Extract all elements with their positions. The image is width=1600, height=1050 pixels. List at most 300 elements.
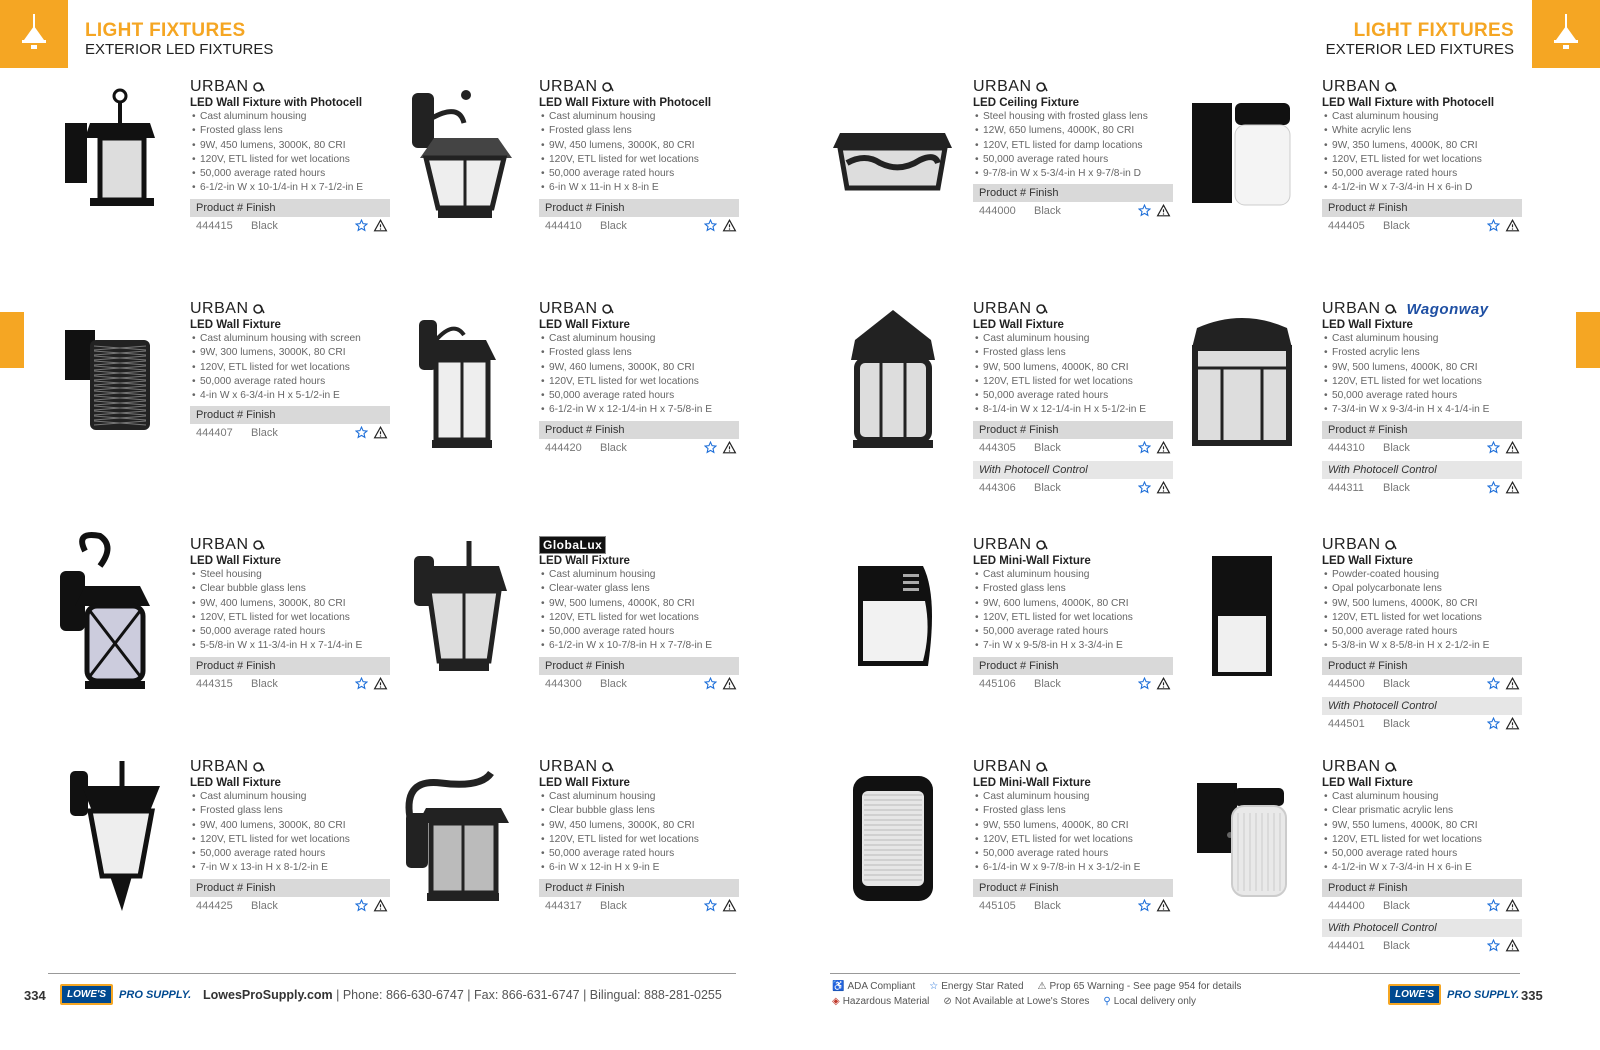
warning-icon <box>1156 481 1171 494</box>
spec-item: • 9W, 400 lumens, 3000K, 80 CRI <box>190 819 390 833</box>
brand-logo <box>973 758 1173 776</box>
section-tab-right <box>1532 0 1600 68</box>
spec-item: • 50,000 average rated hours <box>1322 389 1522 403</box>
spec-item: • Frosted acrylic lens <box>1322 346 1522 360</box>
icon-legend <box>832 979 1282 1009</box>
row-icons <box>355 219 388 232</box>
spec-item: • 50,000 average rated hours <box>1322 847 1522 861</box>
energy-star-icon <box>355 899 368 912</box>
product-card <box>47 78 392 298</box>
energy-star-icon <box>1138 677 1151 690</box>
spec-item: • 7-in W x 13-in H x 8-1/2-in E <box>190 861 390 875</box>
spec-item: • 50,000 average rated hours <box>539 389 739 403</box>
product-finish: Black <box>600 441 627 454</box>
spec-item: • 9W, 500 lumens, 4000K, 80 CRI <box>1322 361 1522 375</box>
warning-icon <box>1505 219 1520 232</box>
row-icons <box>1487 441 1520 454</box>
urban-logo: URBAN <box>190 758 249 775</box>
spec-item: • 5-5/8-in W x 11-3/4-in H x 7-1/4-in E <box>190 639 390 653</box>
product-number: 445105 <box>979 899 1016 912</box>
section-title: LIGHT FIXTURES <box>85 20 246 41</box>
spec-item: • Clear bubble glass lens <box>539 804 739 818</box>
warning-icon <box>373 219 388 232</box>
section-subtitle: EXTERIOR LED FIXTURES <box>85 41 274 58</box>
spec-item: • 9W, 400 lumens, 3000K, 80 CRI <box>190 597 390 611</box>
product-row <box>1322 715 1522 734</box>
product-row <box>1322 439 1522 458</box>
urban-logo: URBAN <box>539 300 598 317</box>
spec-item: • 9W, 600 lumens, 4000K, 80 CRI <box>973 597 1173 611</box>
legend-ada: ♿ ADA Compliant <box>832 981 916 992</box>
product-table-header: Product # Finish <box>539 199 739 217</box>
section-subtitle: EXTERIOR LED FIXTURES <box>1325 41 1514 58</box>
urban-logo: URBAN <box>190 536 249 553</box>
spec-item: • Powder-coated housing <box>1322 568 1522 582</box>
spec-item: • 9W, 450 lumens, 3000K, 80 CRI <box>539 139 739 153</box>
spec-item: • 120V, ETL listed for wet locations <box>973 833 1173 847</box>
product-table-header: Product # Finish <box>539 421 739 439</box>
photocell-table-header: With Photocell Control <box>1322 461 1522 479</box>
product-image <box>396 300 521 460</box>
side-tab-right <box>1576 312 1600 368</box>
product-finish: Black <box>1034 899 1061 912</box>
spec-item: • 9W, 500 lumens, 4000K, 80 CRI <box>973 361 1173 375</box>
spec-item: • 120V, ETL listed for wet locations <box>190 361 390 375</box>
product-info <box>190 78 390 236</box>
energy-star-icon <box>1138 204 1151 217</box>
product-number: 444407 <box>196 427 233 440</box>
spec-item: • 120V, ETL listed for wet locations <box>1322 153 1522 167</box>
contact-info <box>203 988 722 1002</box>
spec-item: • Cast aluminum housing with screen <box>190 332 390 346</box>
lowes-pro-supply-logo <box>1388 984 1519 1005</box>
warning-icon <box>1505 677 1520 690</box>
product-finish: Black <box>1383 441 1410 454</box>
product-image <box>396 536 521 696</box>
row-icons <box>1138 204 1171 217</box>
energy-star-icon <box>1487 899 1500 912</box>
spec-item: • Cast aluminum housing <box>973 568 1173 582</box>
product-info <box>190 758 390 916</box>
product-number: 444425 <box>196 899 233 912</box>
spec-item: • Opal polycarbonate lens <box>1322 582 1522 596</box>
product-table-header: Product # Finish <box>973 421 1173 439</box>
row-icons <box>704 677 737 690</box>
pendant-lamp-icon <box>1551 14 1581 54</box>
product-row <box>190 897 390 916</box>
wagonway-logo: Wagonway <box>1406 300 1489 318</box>
spec-item: • White acrylic lens <box>1322 124 1522 138</box>
energy-star-icon <box>1487 481 1500 494</box>
spec-item: • 9W, 450 lumens, 3000K, 80 CRI <box>539 819 739 833</box>
product-name: LED Wall Fixture <box>539 777 630 789</box>
spec-item: • 50,000 average rated hours <box>973 153 1173 167</box>
energy-star-icon <box>704 677 717 690</box>
spec-item: • 9W, 350 lumens, 4000K, 80 CRI <box>1322 139 1522 153</box>
product-card <box>396 536 741 756</box>
product-number: 444501 <box>1328 717 1365 730</box>
product-row <box>973 202 1173 221</box>
legend-local: ⚲ Local delivery only <box>1103 996 1196 1007</box>
product-number: 444415 <box>196 219 233 232</box>
urban-logo-mark-icon <box>252 80 266 94</box>
spec-item: • 9-7/8-in W x 5-3/4-in H x 9-7/8-in D <box>973 167 1173 181</box>
product-image <box>47 78 172 238</box>
product-row <box>973 479 1173 498</box>
product-name: LED Wall Fixture with Photocell <box>1322 97 1495 109</box>
product-number: 444410 <box>545 219 582 232</box>
product-image <box>396 78 521 238</box>
spec-list <box>539 110 739 196</box>
spec-list <box>1322 110 1522 196</box>
product-table-header: Product # Finish <box>973 879 1173 897</box>
product-table-header: Product # Finish <box>190 657 390 675</box>
section-tab-left <box>0 0 68 68</box>
location-pin-icon: ⚲ <box>1103 996 1111 1007</box>
spec-item: • 50,000 average rated hours <box>973 625 1173 639</box>
product-row <box>539 217 739 236</box>
spec-item: • 120V, ETL listed for wet locations <box>539 611 739 625</box>
product-card <box>830 78 1175 298</box>
product-finish: Black <box>1383 219 1410 232</box>
urban-logo-mark-icon <box>252 538 266 552</box>
pro-supply-text: PRO SUPPLY. <box>119 988 192 1001</box>
spec-item: • Steel housing with frosted glass lens <box>973 110 1173 124</box>
product-info <box>973 758 1173 916</box>
warning-icon <box>1505 939 1520 952</box>
legend-energy: ☆ Energy Star Rated <box>929 981 1024 992</box>
product-info <box>539 300 739 458</box>
lowes-badge: LOWE'S <box>60 984 113 1005</box>
product-finish: Black <box>600 899 627 912</box>
brand-logo <box>190 78 390 96</box>
row-icons <box>355 677 388 690</box>
energy-star-icon <box>1487 939 1500 952</box>
product-row <box>973 897 1173 916</box>
brand-logo <box>539 78 739 96</box>
product-finish: Black <box>1383 677 1410 690</box>
product-card <box>830 300 1175 520</box>
photocell-table-header: With Photocell Control <box>973 461 1173 479</box>
product-info <box>190 536 390 694</box>
urban-logo: URBAN <box>973 758 1032 775</box>
product-name: LED Wall Fixture <box>190 319 281 331</box>
warning-icon: ⚠ <box>1037 981 1047 992</box>
right-page <box>800 0 1600 1050</box>
product-row <box>539 897 739 916</box>
product-name: LED Ceiling Fixture <box>973 97 1080 109</box>
row-icons <box>1487 939 1520 952</box>
product-number: 444315 <box>196 677 233 690</box>
page-number: 334 <box>24 988 46 1003</box>
warning-icon <box>373 426 388 439</box>
product-row <box>1322 675 1522 694</box>
spec-item: • 120V, ETL listed for wet locations <box>190 611 390 625</box>
product-finish: Black <box>251 899 278 912</box>
brand-logo <box>190 758 390 776</box>
energy-star-icon: ☆ <box>929 981 939 992</box>
spec-item: • 6-1/2-in W x 10-1/4-in H x 7-1/2-in E <box>190 181 390 195</box>
product-finish: Black <box>1034 481 1061 494</box>
website-link[interactable]: LowesProSupply.com <box>203 988 333 1002</box>
spec-list <box>539 568 739 654</box>
product-row <box>190 675 390 694</box>
product-table-header: Product # Finish <box>973 184 1173 202</box>
pro-supply-text: PRO SUPPLY. <box>1447 988 1520 1001</box>
energy-star-icon <box>1487 219 1500 232</box>
spec-item: • 120V, ETL listed for damp locations <box>973 139 1173 153</box>
spec-item: • Frosted glass lens <box>973 582 1173 596</box>
spec-item: • Cast aluminum housing <box>539 110 739 124</box>
spec-item: • Cast aluminum housing <box>539 332 739 346</box>
brand-logo <box>1322 758 1522 776</box>
spec-item: • 120V, ETL listed for wet locations <box>1322 375 1522 389</box>
product-table-header: Product # Finish <box>190 879 390 897</box>
product-number: 444305 <box>979 441 1016 454</box>
spec-item: • 120V, ETL listed for wet locations <box>1322 611 1522 625</box>
row-icons <box>1487 481 1520 494</box>
urban-logo: URBAN <box>539 758 598 775</box>
spec-item: • 120V, ETL listed for wet locations <box>190 153 390 167</box>
spec-list <box>539 790 739 876</box>
warning-icon <box>1156 441 1171 454</box>
lowes-pro-supply-logo <box>60 984 191 1005</box>
product-info <box>973 78 1173 221</box>
warning-icon <box>1505 441 1520 454</box>
product-image <box>1179 300 1304 460</box>
spec-item: • 6-1/2-in W x 12-1/4-in H x 7-5/8-in E <box>539 403 739 417</box>
warning-icon <box>1156 204 1171 217</box>
product-card <box>1179 758 1524 978</box>
urban-logo: URBAN <box>1322 536 1381 553</box>
warning-icon <box>373 899 388 912</box>
product-image <box>1179 536 1304 696</box>
urban-logo: URBAN <box>190 78 249 95</box>
product-image <box>1179 758 1304 918</box>
product-number: 444311 <box>1328 481 1364 494</box>
spec-item: • 7-3/4-in W x 9-3/4-in H x 4-1/4-in E <box>1322 403 1522 417</box>
energy-star-icon <box>704 219 717 232</box>
product-name: LED Mini-Wall Fixture <box>973 777 1091 789</box>
brand-logo <box>973 78 1173 96</box>
spec-list <box>973 790 1173 876</box>
product-name: LED Wall Fixture with Photocell <box>190 97 363 109</box>
product-table-header: Product # Finish <box>1322 199 1522 217</box>
urban-logo: URBAN <box>973 536 1032 553</box>
product-card <box>396 78 741 298</box>
warning-icon <box>722 677 737 690</box>
spec-item: • 4-1/2-in W x 7-3/4-in H x 6-in E <box>1322 861 1522 875</box>
product-row <box>1322 897 1522 916</box>
energy-star-icon <box>1138 481 1151 494</box>
row-icons <box>1138 481 1171 494</box>
brand-logo <box>539 758 739 776</box>
spec-item: • 50,000 average rated hours <box>539 625 739 639</box>
product-finish: Black <box>600 677 627 690</box>
row-icons <box>1487 899 1520 912</box>
spec-item: • Cast aluminum housing <box>1322 790 1522 804</box>
spec-item: • 9W, 450 lumens, 3000K, 80 CRI <box>190 139 390 153</box>
product-info <box>973 536 1173 694</box>
product-card <box>1179 300 1524 520</box>
spec-list <box>1322 790 1522 876</box>
spec-item: • 4-in W x 6-3/4-in H x 5-1/2-in E <box>190 389 390 403</box>
spec-item: • 6-1/4-in W x 9-7/8-in H x 3-1/2-in E <box>973 861 1173 875</box>
spec-item: • Cast aluminum housing <box>973 790 1173 804</box>
section-title: LIGHT FIXTURES <box>1353 20 1514 41</box>
product-table-header: Product # Finish <box>190 199 390 217</box>
brand-logo <box>1322 536 1522 554</box>
spec-item: • 9W, 460 lumens, 3000K, 80 CRI <box>539 361 739 375</box>
spec-item: • 4-1/2-in W x 7-3/4-in H x 6-in D <box>1322 181 1522 195</box>
brand-logo <box>539 300 739 318</box>
spec-item: • Cast aluminum housing <box>1322 110 1522 124</box>
photocell-table-header: With Photocell Control <box>1322 697 1522 715</box>
product-finish: Black <box>1034 677 1061 690</box>
product-row <box>973 439 1173 458</box>
footer-divider <box>48 973 736 974</box>
product-image <box>830 78 955 238</box>
spec-item: • Cast aluminum housing <box>190 790 390 804</box>
spec-item: • 9W, 550 lumens, 4000K, 80 CRI <box>973 819 1173 833</box>
product-image <box>830 300 955 460</box>
row-icons <box>1487 677 1520 690</box>
product-finish: Black <box>1383 717 1410 730</box>
product-image <box>47 300 172 460</box>
lowes-badge: LOWE'S <box>1388 984 1441 1005</box>
urban-logo: URBAN <box>1322 758 1381 775</box>
spec-item: • 50,000 average rated hours <box>190 625 390 639</box>
row-icons <box>355 426 388 439</box>
product-row <box>539 439 739 458</box>
row-icons <box>704 899 737 912</box>
product-info <box>1322 536 1522 734</box>
product-finish: Black <box>251 427 278 440</box>
warning-icon <box>722 219 737 232</box>
product-number: 445106 <box>979 677 1016 690</box>
product-table-header: Product # Finish <box>1322 421 1522 439</box>
spec-list <box>1322 332 1522 418</box>
product-info <box>1322 758 1522 956</box>
side-tab-left <box>0 312 24 368</box>
urban-logo-mark-icon <box>1384 302 1398 316</box>
energy-star-icon <box>1487 717 1500 730</box>
spec-item: • 9W, 550 lumens, 4000K, 80 CRI <box>1322 819 1522 833</box>
spec-item: • Clear-water glass lens <box>539 582 739 596</box>
product-name: LED Wall Fixture <box>1322 777 1413 789</box>
product-number: 444420 <box>545 441 582 454</box>
spec-item: • 6-in W x 12-in H x 9-in E <box>539 861 739 875</box>
product-name: LED Wall Fixture <box>973 319 1064 331</box>
product-name: LED Wall Fixture <box>1322 319 1413 331</box>
row-icons <box>1487 717 1520 730</box>
spec-item: • 120V, ETL listed for wet locations <box>539 153 739 167</box>
spec-item: • Frosted glass lens <box>190 804 390 818</box>
spec-item: • 9W, 300 lumens, 3000K, 80 CRI <box>190 346 390 360</box>
prohibited-icon: ⊘ <box>943 996 952 1007</box>
product-number: 444000 <box>979 205 1016 218</box>
urban-logo: URBAN <box>973 78 1032 95</box>
spec-item: • 6-in W x 11-in H x 8-in E <box>539 181 739 195</box>
product-card <box>1179 536 1524 756</box>
spec-item: • Cast aluminum housing <box>539 790 739 804</box>
product-card <box>396 300 741 520</box>
product-number: 444500 <box>1328 677 1365 690</box>
spec-item: • Frosted glass lens <box>973 346 1173 360</box>
product-number: 444401 <box>1328 939 1365 952</box>
spec-item: • Frosted glass lens <box>539 346 739 360</box>
product-info <box>539 78 739 236</box>
urban-logo: URBAN <box>973 300 1032 317</box>
spec-item: • 50,000 average rated hours <box>190 847 390 861</box>
product-number: 444400 <box>1328 899 1365 912</box>
product-image <box>47 536 172 696</box>
spec-list <box>190 790 390 876</box>
urban-logo-mark-icon <box>601 760 615 774</box>
spec-item: • Steel housing <box>190 568 390 582</box>
row-icons <box>1138 441 1171 454</box>
product-number: 444405 <box>1328 219 1365 232</box>
spec-list <box>190 332 390 403</box>
spec-list <box>973 332 1173 418</box>
product-finish: Black <box>1034 205 1061 218</box>
energy-star-icon <box>355 219 368 232</box>
product-finish: Black <box>1034 441 1061 454</box>
product-image <box>1179 78 1304 238</box>
brand-logo <box>190 300 390 318</box>
product-row <box>973 675 1173 694</box>
urban-logo-mark-icon <box>1035 80 1049 94</box>
product-info <box>539 536 739 694</box>
spec-list <box>973 568 1173 654</box>
product-name: LED Mini-Wall Fixture <box>973 555 1091 567</box>
urban-logo-mark-icon <box>252 302 266 316</box>
product-card <box>830 536 1175 756</box>
warning-icon <box>1156 899 1171 912</box>
energy-star-icon <box>355 426 368 439</box>
warning-icon <box>722 899 737 912</box>
product-table-header: Product # Finish <box>973 657 1173 675</box>
product-name: LED Wall Fixture <box>539 319 630 331</box>
pendant-lamp-icon <box>19 14 49 54</box>
urban-logo-mark-icon <box>252 760 266 774</box>
spec-item: • 6-1/2-in W x 10-7/8-in H x 7-7/8-in E <box>539 639 739 653</box>
product-info <box>1322 300 1522 498</box>
spec-item: • 120V, ETL listed for wet locations <box>539 833 739 847</box>
row-icons <box>704 441 737 454</box>
product-name: LED Wall Fixture <box>539 555 630 567</box>
brand-logo <box>973 536 1173 554</box>
product-image <box>830 536 955 696</box>
spec-item: • 50,000 average rated hours <box>539 847 739 861</box>
legend-hazard: ◈ Hazardous Material <box>832 996 930 1007</box>
product-finish: Black <box>1383 939 1410 952</box>
spec-item: • Frosted glass lens <box>190 124 390 138</box>
urban-logo: URBAN <box>1322 300 1381 317</box>
globalux-logo: GlobaLux <box>539 536 606 554</box>
product-table-header: Product # Finish <box>190 406 390 424</box>
spec-item: • Cast aluminum housing <box>973 332 1173 346</box>
spec-item: • 50,000 average rated hours <box>973 847 1173 861</box>
product-row <box>1322 479 1522 498</box>
product-table-header: Product # Finish <box>1322 879 1522 897</box>
wheelchair-icon: ♿ <box>832 981 845 992</box>
spec-item: • 9W, 500 lumens, 4000K, 80 CRI <box>1322 597 1522 611</box>
product-row <box>1322 937 1522 956</box>
spec-item: • 120V, ETL listed for wet locations <box>539 375 739 389</box>
spec-list <box>973 110 1173 181</box>
product-number: 444317 <box>545 899 582 912</box>
